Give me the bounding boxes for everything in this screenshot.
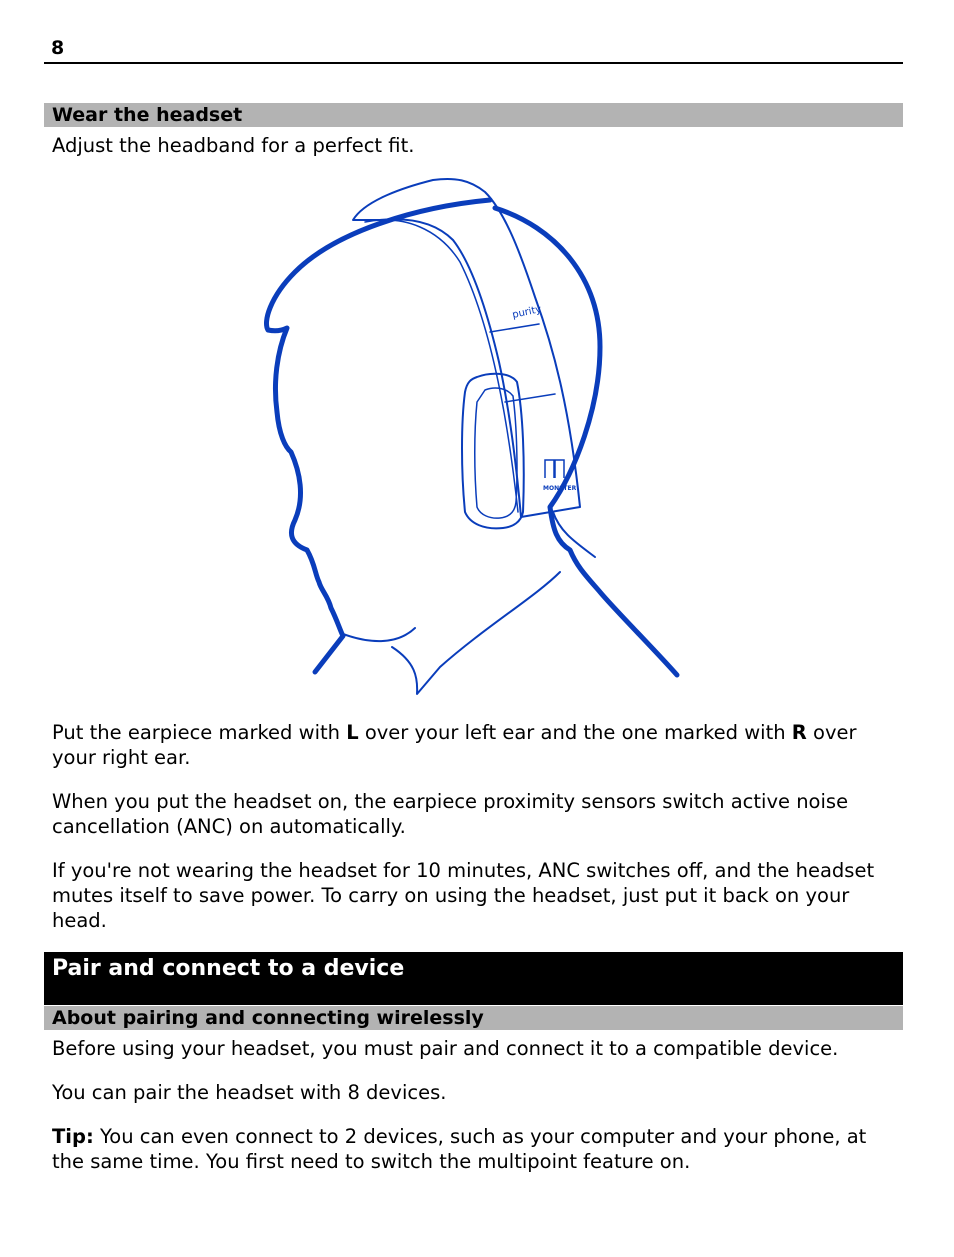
anc-auto-text: When you put the headset on, the earpiece proximity sensors switch active noise cancellation (ANC) on automatically. xyxy=(52,790,849,838)
tip-label: Tip: xyxy=(52,1125,94,1148)
neck-line xyxy=(343,628,415,641)
earcup-cable xyxy=(553,512,595,557)
brand-text: purity xyxy=(511,304,543,321)
headband-inner-edge xyxy=(365,220,518,512)
about-pairing-heading: About pairing and connecting wirelessly xyxy=(44,1006,903,1030)
back-of-head xyxy=(495,208,677,675)
multipoint-tip xyxy=(52,1124,902,1174)
pair-connect-heading: Pair and connect to a device xyxy=(44,952,903,1005)
page-number: 8 xyxy=(51,37,65,59)
logo-text: MONSTER xyxy=(543,485,577,492)
earpiece-instruction xyxy=(52,720,902,770)
tip-text: You can even connect to 2 devices, such as your computer and your phone, at the same time. You first need to switch the multipoint feature on. xyxy=(52,1125,867,1173)
monster-logo xyxy=(545,460,564,478)
pair-count-text: You can pair the headset with 8 devices. xyxy=(52,1081,447,1104)
earpiece-text-3: over your right ear. xyxy=(52,721,857,769)
anc-off-text: If you're not wearing the headset for 10 minutes, ANC switches off, and the headset mutes itself to save power. To carry on using the headset, just put it back on your head. xyxy=(52,859,875,932)
left-marker: L xyxy=(346,721,359,744)
headband xyxy=(353,179,580,517)
head-outline xyxy=(266,200,490,672)
collar-line xyxy=(392,572,560,694)
adjust-headband-text: Adjust the headband for a perfect fit. xyxy=(52,134,415,157)
pair-before-use-text: Before using your headset, you must pair and connect it to a compatible device. xyxy=(52,1037,839,1060)
wear-headset-heading: Wear the headset xyxy=(44,103,903,127)
header-rule xyxy=(44,62,903,64)
earpiece-text-1: Put the earpiece marked with xyxy=(52,721,347,744)
right-marker: R xyxy=(791,721,807,744)
headset-wearing-illustration xyxy=(255,172,695,702)
earpiece-text-2: over your left ear and the one marked with xyxy=(358,721,792,744)
